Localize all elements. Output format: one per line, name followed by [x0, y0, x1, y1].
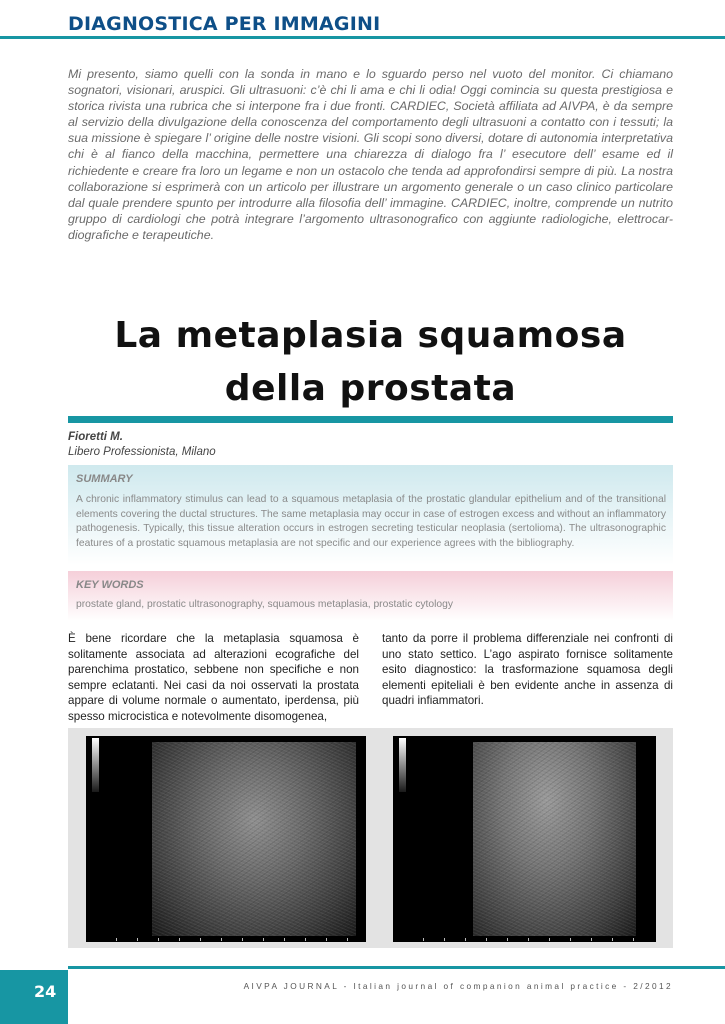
summary-text: A chronic inflammatory stimulus can lead to a squamous metaplasia of the prostatic glandular epithelium and of the transitional elements covering the ductal structures. The same metaplasia may occur in case of estrogen excess and without an inflammatory pathogenesis. Typically, this tissue alteration occurs in estrogen secreting testicular neoplasia (sertolioma). The ultrasonographic features of a prostatic squamous metaplasia are not specific and our experience agrees with the bibliography. — [76, 494, 666, 549]
body-column-right: tanto da porre il problema differenziale nei confronti di uno stato settico. L’ago aspirato fornisce solitamente esito diagnostico: la trasformazione squamosa degli elementi epiteliali è ben evidente anche in assenza di quadri infiammatori. — [382, 632, 673, 707]
journal-footer: AIVPA JOURNAL - Italian journal of companion animal practice - 2/2012 — [243, 981, 673, 991]
grayscale-bar — [399, 738, 406, 792]
intro-paragraph: Mi presento, siamo quelli con la sonda in mano e lo sguardo perso nel vuoto del monitor. Ci chiamano sognatori, visionari, aruspici. Gli ultrasuoni: c’è chi li ama e chi li odia! Oggi comincia su questa prestigiosa e storica rivista una rubrica che si interpone fra i due fronti. CARDIEC, Società affiliata ad AIVPA, è da sempre al servizio della divulgazione della conoscenza del comportamento degli ultrasuoni a contatto con i tessuti; la sua missione è spiegare l’ origine delle nostre visioni. Gli scopi sono diversi, dotare di autonomia interpretativa chi è al fianco della macchina, permettere una chiarezza di dialogo fra l’ esecutore dell’ esame ed il richiedente e creare fra loro un legame e non un ostacolo che tenda ad approfondirsi sempre di più. La nostra collaborazione si esprimerà con un articolo per illustrare un argomento generale o un caso clinico particolare dal quale prendere spunto per introdurre alla filosofia dell’ immagine. CARDIEC, inoltre, comprende un nutrito gruppo di cardiologi che potrà integrare l’argomento ultrasonografico con aggiunte radiologiche, elettrocar-diografiche e terapeutiche. — [68, 67, 673, 242]
summary-box — [68, 465, 673, 565]
ultrasound-image-right — [393, 736, 656, 942]
author-block — [68, 430, 216, 460]
footer-rule — [68, 966, 725, 969]
ultrasound-figure — [68, 728, 673, 948]
scan-area — [473, 742, 636, 936]
author-affiliation: Libero Professionista, Milano — [68, 446, 216, 458]
page-number: 24 — [34, 982, 57, 1001]
keywords-text: prostate gland, prostatic ultrasonography, squamous metaplasia, prostatic cytology — [76, 599, 453, 610]
ultrasound-image-left — [86, 736, 366, 942]
depth-ticks — [423, 938, 646, 941]
grayscale-bar — [92, 738, 99, 792]
article-title-line2: della prostata — [224, 368, 517, 409]
keywords-box — [68, 571, 673, 621]
author-name: Fioretti M. — [68, 431, 123, 443]
body-column-left: È bene ricordare che la metaplasia squamosa è solitamente associata ad alterazioni ecografiche del parenchima prostatico, sebbene non specifiche e non sempre eclatanti. Nei casi da noi osservati la prostata appare di volume normale o aumentato, iperdensa, più spesso microcistica e notevolmente disomogenea, — [68, 632, 359, 723]
section-title: DIAGNOSTICA PER IMMAGINI — [68, 13, 381, 35]
scan-area — [152, 742, 356, 936]
depth-ticks — [116, 938, 356, 941]
title-rule — [68, 416, 673, 423]
keywords-heading: KEY WORDS — [76, 579, 144, 591]
summary-heading: SUMMARY — [76, 473, 133, 485]
article-title-line1: La metaplasia squamosa — [114, 315, 627, 356]
header-rule — [0, 36, 725, 39]
article-title — [68, 309, 673, 415]
